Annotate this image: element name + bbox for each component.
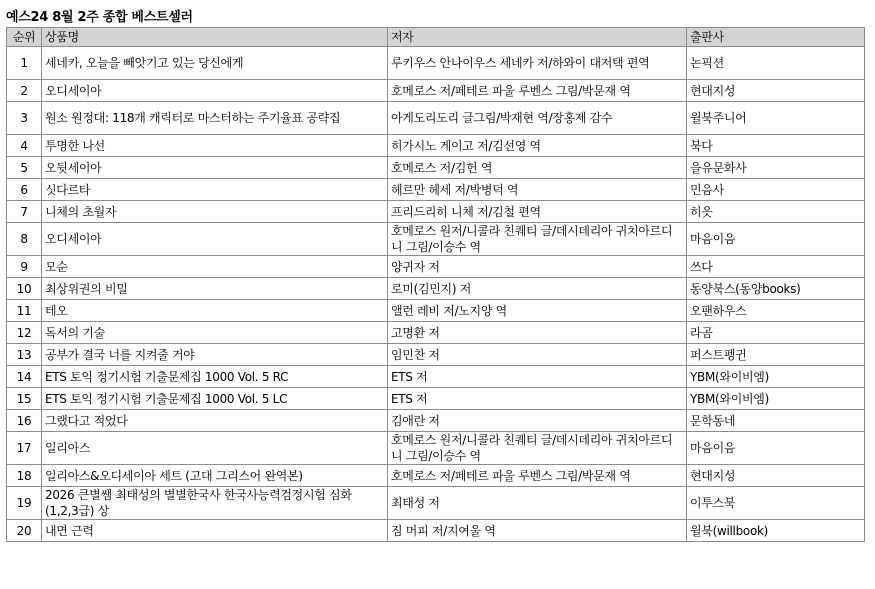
author-cell: 프리드리히 니체 저/김철 편역 [388,201,687,223]
title-cell: 원소 원정대: 118개 캐릭터로 마스터하는 주기율표 공략집 [42,102,388,135]
author-cell: 아게도리도리 글그림/박재현 역/장홍제 감수 [388,102,687,135]
author-cell: 김애란 저 [388,410,687,432]
table-row [7,179,865,201]
table-row [7,388,865,410]
publisher-cell: 오팬하우스 [687,300,865,322]
title-cell: 일리아스 [42,432,388,465]
title-cell: 독서의 기술 [42,322,388,344]
author-cell: 짐 머피 저/지여울 역 [388,520,687,542]
author-cell: 고명환 저 [388,322,687,344]
rank-cell: 8 [7,223,42,256]
bestseller-table [6,27,865,542]
publisher-cell: 민음사 [687,179,865,201]
rank-cell: 12 [7,322,42,344]
publisher-cell: 퍼스트펭귄 [687,344,865,366]
table-row [7,102,865,135]
title-cell: 2026 큰별쌤 최태성의 별별한국사 한국사능력검정시험 심화(1,2,3급) 상 [42,487,388,520]
table-row [7,366,865,388]
author-cell: 호메로스 원저/니콜라 친퀘티 글/데시데리아 귀치아르디니 그림/이승수 역 [388,223,687,256]
rank-cell: 13 [7,344,42,366]
title-cell: 오디세이아 [42,223,388,256]
author-cell: 호메로스 저/페테르 파울 루벤스 그림/박문재 역 [388,80,687,102]
author-cell: 호메로스 저/페테르 파울 루벤스 그림/박문재 역 [388,465,687,487]
author-cell: 루키우스 안나이우스 세네카 저/하와이 대저택 편역 [388,47,687,80]
rank-cell: 16 [7,410,42,432]
table-row [7,344,865,366]
publisher-cell: 마음이음 [687,223,865,256]
table-row [7,157,865,179]
publisher-cell: 마음이음 [687,432,865,465]
author-cell: 최태성 저 [388,487,687,520]
rank-cell: 1 [7,47,42,80]
table-row [7,80,865,102]
publisher-cell: 현대지성 [687,80,865,102]
column-header-rank: 순위 [7,28,42,47]
author-cell: 호메로스 저/김헌 역 [388,157,687,179]
page-title: 예스24 8월 2주 종합 베스트셀러 [6,10,193,25]
author-cell: ETS 저 [388,388,687,410]
title-cell: 공부가 결국 너를 지켜줄 거야 [42,344,388,366]
table-row [7,223,865,256]
rank-cell: 2 [7,80,42,102]
publisher-cell: 현대지성 [687,465,865,487]
title-cell: 니체의 초월자 [42,201,388,223]
rank-cell: 20 [7,520,42,542]
table-row [7,47,865,80]
table-row [7,300,865,322]
rank-cell: 5 [7,157,42,179]
title-cell: 오뒷세이아 [42,157,388,179]
table-row [7,487,865,520]
title-cell: 오디세이아 [42,80,388,102]
publisher-cell: 윌북주니어 [687,102,865,135]
publisher-cell: 북다 [687,135,865,157]
publisher-cell: 을유문화사 [687,157,865,179]
rank-cell: 3 [7,102,42,135]
author-cell: 히가시노 게이고 저/김선영 역 [388,135,687,157]
rank-cell: 17 [7,432,42,465]
rank-cell: 6 [7,179,42,201]
publisher-cell: 쓰다 [687,256,865,278]
author-cell: ETS 저 [388,366,687,388]
table-row [7,520,865,542]
publisher-cell: 윌북(willbook) [687,520,865,542]
author-cell: 호메로스 원저/니콜라 친퀘티 글/데시데리아 귀치아르디니 그림/이승수 역 [388,432,687,465]
column-header-title: 상품명 [42,28,388,47]
publisher-cell: 라곰 [687,322,865,344]
publisher-cell: YBM(와이비엠) [687,388,865,410]
table-row [7,432,865,465]
rank-cell: 4 [7,135,42,157]
table-header-row [7,28,865,47]
table-row [7,465,865,487]
publisher-cell: YBM(와이비엠) [687,366,865,388]
title-cell: 싯다르타 [42,179,388,201]
rank-cell: 14 [7,366,42,388]
rank-cell: 11 [7,300,42,322]
table-row [7,322,865,344]
title-cell: 모순 [42,256,388,278]
rank-cell: 10 [7,278,42,300]
author-cell: 헤르만 헤세 저/박병덕 역 [388,179,687,201]
author-cell: 임민찬 저 [388,344,687,366]
table-row [7,410,865,432]
rank-cell: 15 [7,388,42,410]
author-cell: 양귀자 저 [388,256,687,278]
title-cell: ETS 토익 정기시험 기출문제집 1000 Vol. 5 RC [42,366,388,388]
publisher-cell: 문학동네 [687,410,865,432]
title-cell: ETS 토익 정기시험 기출문제집 1000 Vol. 5 LC [42,388,388,410]
publisher-cell: 논픽션 [687,47,865,80]
publisher-cell: 동양북스(동양books) [687,278,865,300]
rank-cell: 7 [7,201,42,223]
title-cell: 일리아스&오디세이아 세트 (고대 그리스어 완역본) [42,465,388,487]
publisher-cell: 이투스북 [687,487,865,520]
column-header-publisher: 출판사 [687,28,865,47]
title-cell: 세네카, 오늘을 빼앗기고 있는 당신에게 [42,47,388,80]
column-header-author: 저자 [388,28,687,47]
title-cell: 내면 근력 [42,520,388,542]
table-row [7,256,865,278]
author-cell: 앨런 레비 저/노지양 역 [388,300,687,322]
title-cell: 투명한 나선 [42,135,388,157]
rank-cell: 9 [7,256,42,278]
publisher-cell: 히읏 [687,201,865,223]
title-cell: 그랬다고 적었다 [42,410,388,432]
title-cell: 테오 [42,300,388,322]
title-cell: 최상위권의 비밀 [42,278,388,300]
table-row [7,135,865,157]
author-cell: 로미(김민지) 저 [388,278,687,300]
rank-cell: 18 [7,465,42,487]
rank-cell: 19 [7,487,42,520]
table-row [7,278,865,300]
table-row [7,201,865,223]
